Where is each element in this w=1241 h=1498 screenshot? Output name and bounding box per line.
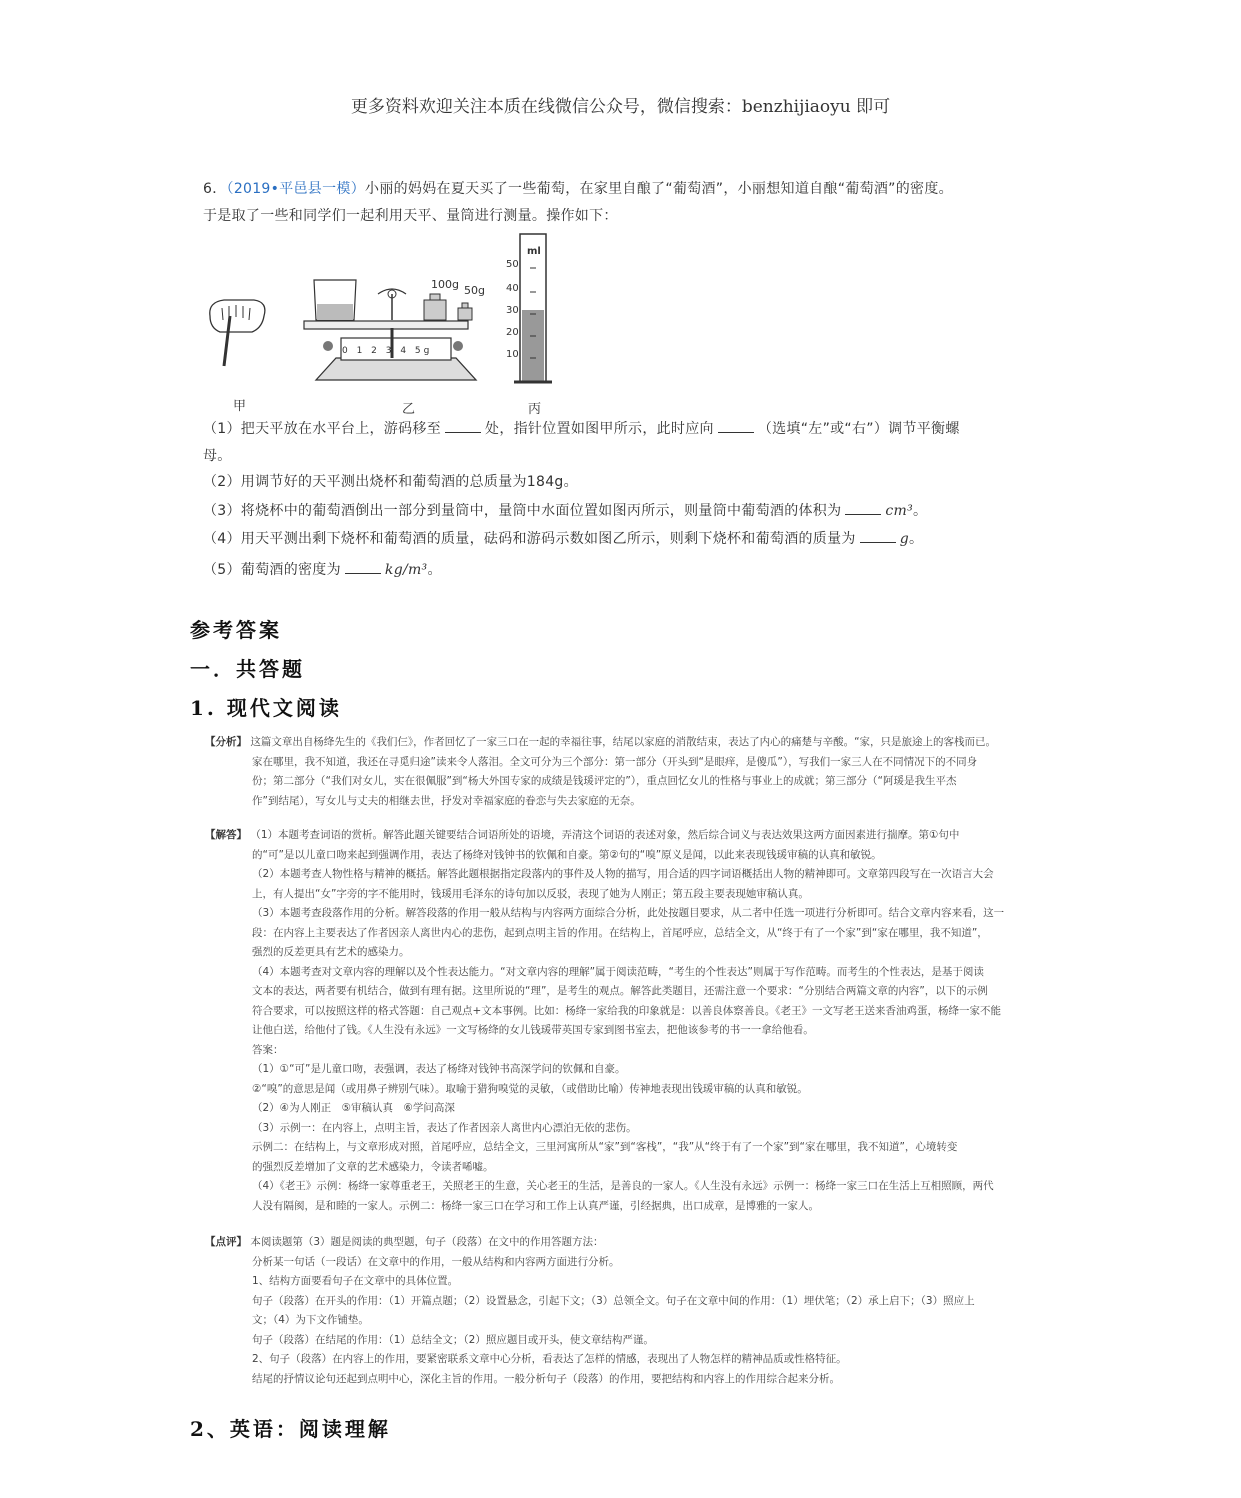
cylinder-unit-label: ml [527,246,541,257]
question-stem-line2: 于是取了一些和同学们一起利用天平、量筒进行测量。操作如下： [203,208,618,224]
solution-line: 的强烈反差增加了文章的艺术感染力，令读者唏嘘。 [252,1160,494,1173]
comment-line: 分析某一句话（一段话）在文章中的作用，一般从结构和内容两方面进行分析。 [252,1255,620,1268]
cylinder-tick-20: 20 [506,327,519,338]
figure-label-yi: 乙 [402,402,416,417]
analysis-tag: 【分析】 [205,736,247,748]
comment-tag: 【点评】 [205,1236,247,1248]
part5-unit: kg/m³ [384,562,428,578]
solution-line: （1）本题考查词语的赏析。解答此题关键要结合词语所处的语境，弄清这个词语的表述对象，然后综合词义与表达效果这两方面因素进行揣摩。第①句中 [250,829,960,841]
balance-figure-svg [196,228,576,388]
solution-line: 文本的表达，两者要有机结合，做到有理有据。这里所说的“理”，是考生的观点。解答此类题目，还需注意一个要求：“分别结合两篇文章的内容”，以下的示例 [252,985,988,997]
question-stem-line1 [203,178,953,198]
solution-line: （2）④为人刚正 ⑤审稿认真 ⑥学问高深 [252,1102,455,1114]
question-part2: （2）用调节好的天平测出烧杯和葡萄酒的总质量为184g。 [203,474,578,490]
answers-title: 参考答案 [190,618,282,642]
part1-text-c: （选填“左”或“右”）调节平衡螺 [757,421,960,437]
solution-line: （3）本题考查段落作用的分析。解答段落的作用一般从结构与内容两方面综合分析，此处按题目要求，从二者中任选一项进行分析即可。结合文章内容来看，这一 [252,907,1005,919]
page-header: 更多资料欢迎关注本质在线微信公众号，微信搜索：benzhijiaoyu 即可 [350,97,891,117]
question-number: 6． [203,181,227,197]
question-part5 [203,559,442,579]
cylinder-tick-50: 50 [506,259,519,270]
solution-line: 上，有人提出“女”字旁的字不能用时，钱瑗用毛泽东的诗句加以反驳，表现了她为人刚正；第五段主要表现她审稿认真。 [252,887,809,900]
comment-line: 结尾的抒情议论句还起到点明中心，深化主旨的作用。一般分析句子（段落）的作用，要把结构和内容上的作用综合起来分析。 [252,1372,840,1385]
balance-icon [304,280,476,380]
weight-50g-label: 50g [464,284,485,297]
pointer-dial-icon [210,300,265,366]
solution-line: 答案： [252,1043,284,1056]
analysis-line: 作”到结尾），写女儿与丈夫的相继去世，抒发对幸福家庭的眷恋与失去家庭的无奈。 [252,794,641,807]
comment-line: 2、句子（段落）在内容上的作用，要紧密联系文章中心分析，看表达了怎样的情感，表现出了人物怎样的精神品质或性格特征。 [252,1353,847,1365]
solution-line: 让他白送，给他付了钱。《人生没有永远》一文写杨绛的女儿钱瑗带英国专家到图书室去，把他该参考的书一一拿给他看。 [252,1024,814,1036]
comment-line: 句子（段落）在开头的作用：（1）开篇点题；（2）设置悬念，引起下文；（3）总领全文。句子在文章中间的作用：（1）埋伏笔；（2）承上启下；（3）照应上 [252,1294,975,1307]
cylinder-tick-30: 30 [506,305,519,316]
answer-blank-1[interactable] [445,419,481,433]
answer-blank-4[interactable] [860,529,896,543]
solution-line: （2）本题考查人物性格与精神的概括。解答此题根据指定段落内的事件及人物的描写，用合适的四字词语概括出人物的精神即可。文章第四段写在一次语言大会 [252,868,994,880]
analysis-line: 份；第二部分（“我们对女儿，实在很佩服”到“杨大外国专家的成绩是钱瑗评定的”），重点回忆女儿的性格与事业上的成就；第三部分（“阿瑗是我生平杰 [252,775,957,787]
part1-text-a: （1）把天平放在水平台上，游码移至 [203,421,442,437]
comment-line: 1、结构方面要看句子在文章中的具体位置。 [252,1275,459,1287]
solution-line: 符合要求，可以按照这样的格式答题：自己观点+文本事例。比如：杨绛一家给我的印象就是：以善良体察善良。《老王》一文写老王送来香油鸡蛋，杨绛一家不能 [252,1004,1002,1017]
part4-text: （4）用天平测出剩下烧杯和葡萄酒的质量，砝码和游码示数如图乙所示，则剩下烧杯和葡萄酒的质量为 [203,531,856,547]
comment-line: 文；（4）为下文作铺垫。 [252,1314,369,1326]
part4-unit: g [899,531,909,547]
solution-line: 人没有隔阂，是和睦的一家人。示例二：杨绛一家三口在学习和工作上认真严谨，引经据典，出口成章，是博雅的一家人。 [252,1199,819,1212]
part4-end: 。 [908,531,924,547]
solution-line: （1）①“可”是儿童口吻，表强调，表达了杨绛对钱钟书高深学问的钦佩和自豪。 [252,1063,626,1075]
question-part3 [203,500,927,520]
solution-line: （3）示例一：在内容上，点明主旨，表达了作者因亲人离世内心漂泊无依的悲伤。 [252,1121,637,1134]
question-stem-text: 小丽的妈妈在夏天买了一些葡萄，在家里自酿了“葡萄酒”，小丽想知道自酿“葡萄酒”的密度。 [365,181,953,197]
answer-blank-2[interactable] [718,419,754,433]
figure-label-jia: 甲 [233,399,247,414]
comment-line: 本阅读题第（3）题是阅读的典型题，句子（段落）在文中的作用答题方法： [250,1236,604,1248]
part3-end: 。 [913,503,928,519]
solution-line: 强烈的反差更具有艺术的感染力。 [252,946,410,958]
cylinder-tick-40: 40 [506,283,519,294]
part5-end: 。 [427,562,442,578]
answer-blank-5[interactable] [345,560,381,574]
analysis-line: 这篇文章出自杨绛先生的《我们仨》，作者回忆了一家三口在一起的幸福往事，结尾以家庭的消散结束，表达了内心的痛楚与辛酸。“家，只是旅途上的客栈而已。 [250,736,997,748]
part5-text: （5）葡萄酒的密度为 [203,562,341,578]
figure-label-bing: 丙 [528,402,542,417]
question-part1 [203,418,960,438]
solution-line: 示例二：在结构上，与文章形成对照，首尾呼应，总结全文，三里河寓所从“家”到“客栈”，“我”从“终于有了一个家”到“家在哪里，我不知道”，心境转变 [252,1141,958,1153]
question-part1-cont: 母。 [203,448,232,464]
solution-line: ②“嗅”的意思是闻（或用鼻子辨别气味）。取喻于猎狗嗅觉的灵敏，（或借助比喻）传神地表现出钱瑗审稿的认真和敏锐。 [252,1082,808,1095]
part3-unit: cm³ [885,503,914,519]
rider-scale-label: 0 1 2 3 4 5g [342,346,433,356]
solution-line: 的“可”是以儿童口吻来起到强调作用，表达了杨绛对钱钟书的钦佩和自豪。第②句的“嗅”原义是闻，以此来表现钱瑗审稿的认真和敏锐。 [252,848,882,861]
analysis-block [205,733,996,811]
comment-block [205,1233,975,1389]
solution-line: 段：在内容上主要表达了作者因亲人离世内心的悲伤，起到点明主旨的作用。在结构上，首尾呼应，总结全文，从“终于有了一个家”到“家在哪里，我不知道”， [252,926,988,939]
question-part4 [203,528,923,548]
sub-heading-english: 2、英语：阅读理解 [190,1417,391,1441]
answer-blank-3[interactable] [845,501,881,515]
solution-block [205,826,1004,1216]
part3-text: （3）将烧杯中的葡萄酒倒出一部分到量筒中，量筒中水面位置如图丙所示，则量筒中葡萄酒的体积为 [203,503,842,519]
experiment-figure [196,228,576,417]
section-heading-1: 一．共答题 [190,657,305,681]
solution-tag: 【解答】 [205,829,247,841]
weight-100g-label: 100g [431,278,459,291]
solution-line: （4）本题考查对文章内容的理解以及个性表达能力。“对文章内容的理解”属于阅读范畴，“考生的个性表达”则属于写作范畴。而考生的个性表达，是基于阅读 [252,965,984,978]
question-source: （2019•平邑县一模） [226,181,366,197]
solution-line: （4）《老王》示例：杨绛一家尊重老王，关照老王的生意，关心老王的生活，是善良的一家人。《人生没有永远》示例一：杨绛一家三口在生活上互相照顾，两代 [252,1180,994,1192]
analysis-line: 家在哪里，我不知道，我还在寻觅归途”读来令人落泪。全文可分为三个部分：第一部分（开头到“是眼痒，是傻瓜”），写我们一家三人在不同情况下的不同身 [252,755,978,768]
cylinder-tick-10: 10 [506,349,519,360]
sub-heading-reading: 1. 现代文阅读 [190,696,342,720]
part1-text-b: 处，指针位置如图甲所示，此时应向 [485,421,714,437]
comment-line: 句子（段落）在结尾的作用：（1）总结全文；（2）照应题目或开头，使文章结构严谨。 [252,1333,654,1346]
